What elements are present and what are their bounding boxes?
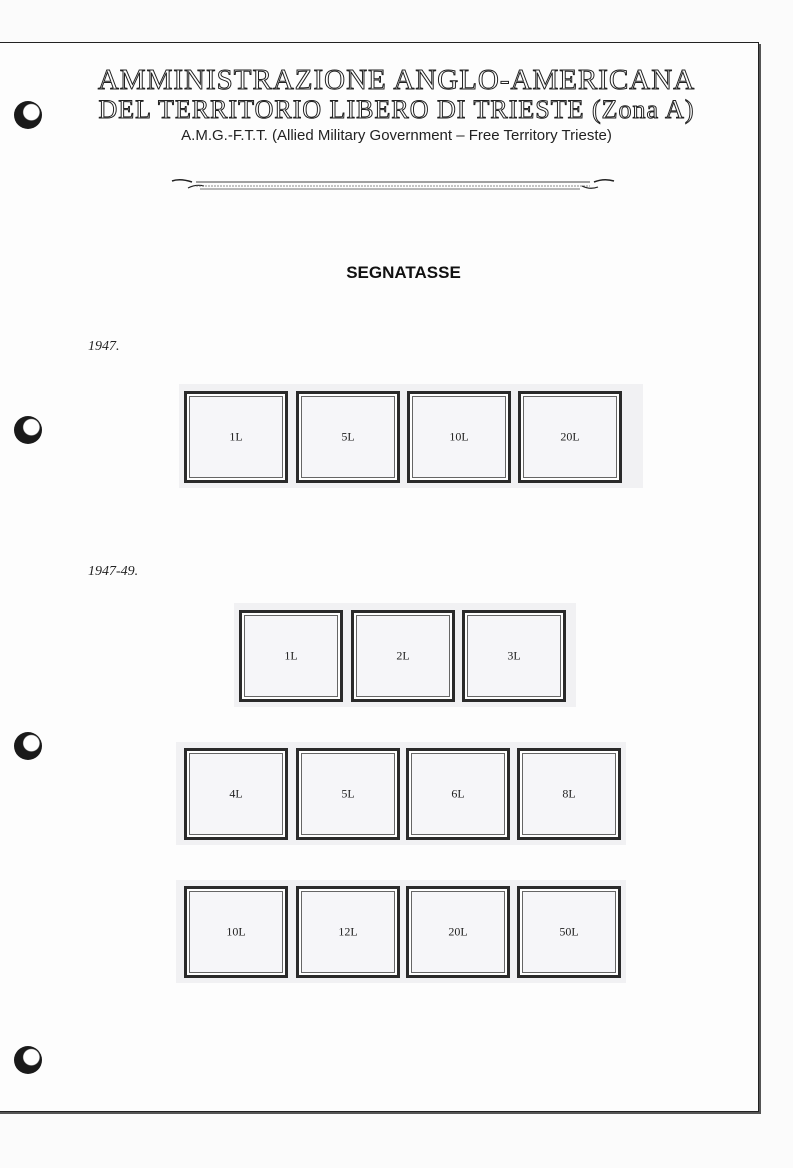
punch-hole-icon (14, 732, 42, 760)
stamp-denomination: 10L (226, 924, 246, 939)
stamp-denomination: 12L (338, 924, 358, 939)
header-title-line2: DEL TERRITORIO LIBERO DI TRIESTE (Zona A) (98, 95, 695, 124)
stamp-denomination: 1L (284, 648, 298, 663)
stamp-denomination: 1L (229, 429, 243, 444)
stamp-denomination: 8L (562, 786, 576, 801)
stamp-space (239, 610, 343, 702)
stamp-denomination: 3L (507, 648, 521, 663)
stamp-space (184, 748, 288, 840)
stamp-space (296, 748, 400, 840)
stamp-space (184, 391, 288, 483)
stamp-denomination: 5L (341, 429, 355, 444)
header-title-line1: AMMINISTRAZIONE ANGLO-AMERICANA (97, 64, 696, 96)
stamp-space (518, 391, 622, 483)
stamp-space (517, 748, 621, 840)
stamp-space (517, 886, 621, 978)
stamp-denomination: 10L (449, 429, 469, 444)
stamp-space (462, 610, 566, 702)
decorative-divider-icon (170, 175, 616, 193)
stamp-denomination: 20L (560, 429, 580, 444)
stamp-space (296, 391, 400, 483)
stamp-denomination: 20L (448, 924, 468, 939)
stamp-denomination: 2L (396, 648, 410, 663)
stamp-space (351, 610, 455, 702)
stamp-denomination: 5L (341, 786, 355, 801)
stamp-space (406, 748, 510, 840)
stamp-space (184, 886, 288, 978)
section-title: SEGNATASSE (346, 263, 461, 282)
punch-hole-icon (14, 1046, 42, 1074)
issue-year: 1947. (88, 339, 120, 354)
stamp-denomination: 6L (451, 786, 465, 801)
stamp-space (407, 391, 511, 483)
punch-hole-icon (14, 416, 42, 444)
stamp-space (296, 886, 400, 978)
header-subtitle: A.M.G.-F.T.T. (Allied Military Government – Free Territory Trieste) (181, 127, 612, 144)
stamp-space (406, 886, 510, 978)
stamp-denomination: 4L (229, 786, 243, 801)
stamp-denomination: 50L (559, 924, 579, 939)
issue-year: 1947-49. (88, 564, 139, 579)
